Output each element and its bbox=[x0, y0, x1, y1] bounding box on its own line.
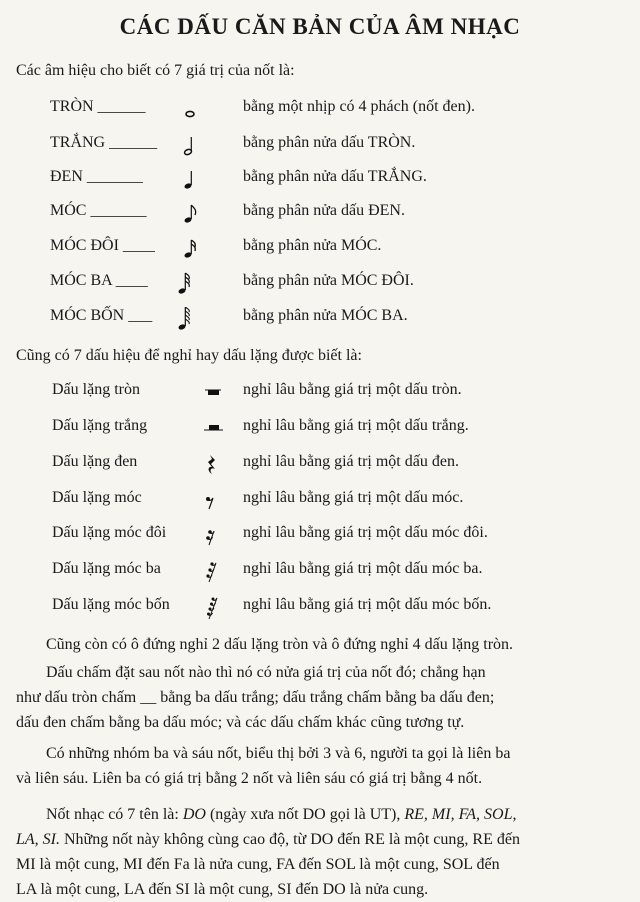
rest-name: Dấu lặng trắng bbox=[52, 417, 148, 434]
paragraph-line: Có những nhóm ba và sáu nốt, biểu thị bởi 3 và 6, người ta gọi là liên ba bbox=[46, 745, 511, 762]
sixteenth-rest-icon bbox=[196, 524, 226, 548]
note-desc: bằng phân nửa MÓC ĐÔI. bbox=[243, 272, 414, 289]
rest-desc: nghỉ lâu bằng giá trị một dấu móc đôi. bbox=[243, 524, 488, 541]
page-title: CÁC DẤU CĂN BẢN CỦA ÂM NHẠC bbox=[119, 14, 521, 39]
rest-name: Dấu lặng đen bbox=[52, 453, 138, 470]
note-row-sixteenth bbox=[0, 237, 640, 261]
rest-desc: nghỉ lâu bằng giá trị một dấu móc. bbox=[243, 489, 464, 506]
note-name: TRẮNG ______ bbox=[50, 134, 158, 151]
note-name: TRÒN ______ bbox=[50, 98, 146, 115]
rest-name: Dấu lặng móc bbox=[52, 489, 142, 506]
rest-desc: nghỉ lâu bằng giá trị một dấu tròn. bbox=[243, 381, 462, 398]
notes-intro: Các âm hiệu cho biết có 7 giá trị của nốt là: bbox=[16, 62, 295, 79]
note-row-quarter bbox=[0, 168, 640, 192]
note-name: MÓC _______ bbox=[50, 202, 147, 219]
note-name: MÓC BỐN ___ bbox=[50, 307, 153, 324]
note-row-thirty-second bbox=[0, 272, 640, 296]
rest-name: Dấu lặng móc đôi bbox=[52, 524, 167, 541]
rest-name: Dấu lặng tròn bbox=[52, 381, 140, 398]
paragraph-tuplets bbox=[16, 741, 616, 791]
note-row-eighth bbox=[0, 202, 640, 226]
note-row-sixty-fourth bbox=[0, 307, 640, 331]
rest-desc: nghỉ lâu bằng giá trị một dấu móc bốn. bbox=[243, 596, 492, 613]
note-row-half bbox=[0, 134, 640, 158]
note-name-do: DO bbox=[182, 806, 206, 823]
paragraph-line: MI là một cung, MI đến Fa là nửa cung, FA đến SOL là một cung, SOL đến bbox=[16, 856, 500, 873]
quarter-note-icon bbox=[182, 168, 212, 192]
note-desc: bằng phân nửa dấu TRẮNG. bbox=[243, 168, 427, 185]
note-names-la-si: LA, SI. bbox=[16, 831, 60, 848]
quarter-rest-icon bbox=[196, 453, 226, 477]
eighth-note-icon bbox=[182, 202, 212, 226]
paragraph-line: Cũng còn có ô đứng nghỉ 2 dấu lặng tròn và ô đứng nghỉ 4 dấu lặng tròn. bbox=[46, 636, 514, 653]
rests-intro: Cũng có 7 dấu hiệu để nghỉ hay dấu lặng được biết là: bbox=[16, 347, 362, 364]
paragraph-line: Dấu chấm đặt sau nốt nào thì nó có nửa giá trị của nốt đó; chẳng hạn bbox=[46, 664, 486, 681]
note-name: ĐEN _______ bbox=[50, 168, 143, 185]
text-run: Nốt nhạc có 7 tên là: bbox=[46, 806, 183, 823]
eighth-rest-icon bbox=[196, 489, 226, 513]
note-names-re-mi-fa-sol: RE, MI, FA, SOL, bbox=[404, 806, 517, 823]
thirty-second-rest-icon bbox=[196, 560, 226, 584]
rest-row-eighth bbox=[0, 489, 640, 513]
rest-name: Dấu lặng móc bốn bbox=[52, 596, 170, 613]
rest-name: Dấu lặng móc ba bbox=[52, 560, 161, 577]
rest-desc: nghỉ lâu bằng giá trị một dấu đen. bbox=[243, 453, 459, 470]
half-rest-icon bbox=[196, 417, 226, 441]
note-name: MÓC ĐÔI ____ bbox=[50, 237, 155, 254]
whole-note-icon bbox=[182, 98, 212, 122]
paragraph-line: dấu đen chấm bằng ba dấu móc; và các dấu chấm khác cũng tương tự. bbox=[16, 714, 465, 731]
paragraph-note-names bbox=[16, 802, 616, 902]
paragraph-line: như dấu tròn chấm __ bằng ba dấu trắng; dấu trắng chấm bằng ba dấu đen; bbox=[16, 689, 495, 706]
paragraph-long-rests bbox=[16, 632, 616, 657]
note-desc: bằng một nhịp có 4 phách (nốt đen). bbox=[243, 98, 475, 115]
note-row-whole bbox=[0, 98, 640, 122]
rest-row-thirty-second bbox=[0, 560, 640, 584]
note-desc: bằng phân nửa MÓC. bbox=[243, 237, 382, 254]
note-name: MÓC BA ____ bbox=[50, 272, 148, 289]
rest-row-half bbox=[0, 417, 640, 441]
rest-desc: nghỉ lâu bằng giá trị một dấu trắng. bbox=[243, 417, 469, 434]
paragraph-dots bbox=[16, 660, 616, 735]
text-run: Những nốt này không cùng cao độ, từ DO đến RE là một cung, RE đến bbox=[60, 831, 520, 848]
rest-row-quarter bbox=[0, 453, 640, 477]
paragraph-line: và liên sáu. Liên ba có giá trị bằng 2 nốt và liên sáu có giá trị bằng 4 nốt. bbox=[16, 770, 483, 787]
thirty-second-note-icon bbox=[176, 272, 206, 296]
whole-rest-icon bbox=[196, 381, 226, 405]
rest-row-whole bbox=[0, 381, 640, 405]
rest-desc: nghỉ lâu bằng giá trị một dấu móc ba. bbox=[243, 560, 483, 577]
half-note-icon bbox=[182, 134, 212, 158]
note-desc: bằng phân nửa MÓC BA. bbox=[243, 307, 408, 324]
sixteenth-note-icon bbox=[182, 237, 212, 261]
sixty-fourth-rest-icon bbox=[196, 596, 226, 620]
rest-row-sixty-fourth bbox=[0, 596, 640, 620]
note-desc: bằng phân nửa dấu ĐEN. bbox=[243, 202, 405, 219]
note-desc: bằng phân nửa dấu TRÒN. bbox=[243, 134, 416, 151]
paragraph-line: LA là một cung, LA đến SI là một cung, SI đến DO là nửa cung. bbox=[16, 881, 429, 898]
paragraph-line bbox=[16, 802, 616, 827]
text-run: (ngày xưa nốt DO gọi là UT), bbox=[205, 806, 405, 823]
sixty-fourth-note-icon bbox=[176, 307, 206, 331]
paragraph-line bbox=[16, 827, 616, 852]
rest-row-sixteenth bbox=[0, 524, 640, 548]
